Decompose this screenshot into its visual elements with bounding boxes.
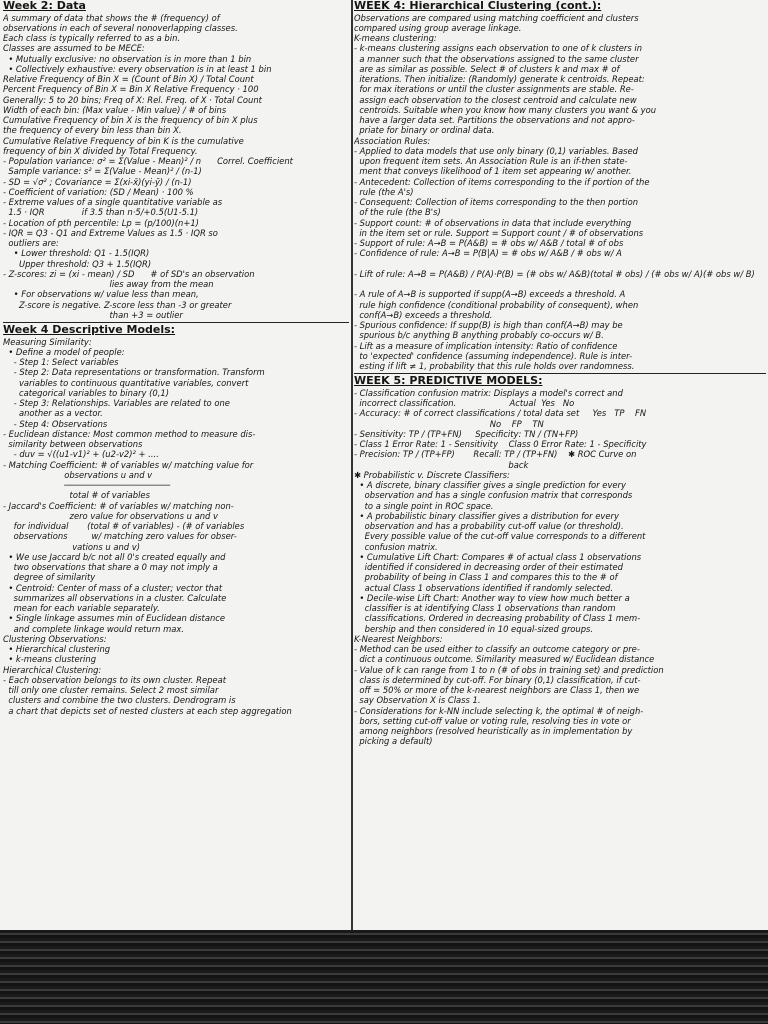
note-line: of the rule (the B's) <box>354 207 441 218</box>
note-line: - Considerations for k-NN include selecting k, the optimal # of neigh- <box>354 705 644 716</box>
note-line: among neighbors (resolved heuristically as in implementation by <box>354 726 633 736</box>
note-line: probability of being in Class 1 and compares this to the # of <box>354 572 618 583</box>
note-line: frequency of bin X divided by Total Frequency. <box>3 145 198 156</box>
note-line: identified if considered in decreasing order of their estimated <box>354 562 623 572</box>
week5-heading: WEEK 5: PREDICTIVE MODELS: <box>354 374 543 388</box>
note-line: outliers are: <box>3 238 59 248</box>
note-line: - Each observation belongs to its own cluster. Repeat <box>3 674 226 685</box>
column-divider <box>351 0 353 930</box>
note-line: • A probabilistic binary classifier gives a distribution for every <box>354 510 619 521</box>
note-line: esting if lift ≠ 1, probability that this rule holds over randomness. <box>354 361 635 371</box>
note-line: bors, setting cut-off value or voting rule, resolving ties in vote or <box>354 715 631 726</box>
note-line: centroids. Suitable when you know how many clusters you want & you <box>354 104 657 115</box>
note-line: Each class is typically referred to as a bin. <box>3 33 181 43</box>
note-line: • Decile-wise Lift Chart: Another way to view how much better a <box>354 592 630 603</box>
note-line: - Applied to data models that use only binary (0,1) variables. Based <box>354 145 638 156</box>
note-line: - Step 2: Data representations or transformation. Transform <box>3 367 265 378</box>
note-line: Measuring Similarity: <box>3 336 92 347</box>
note-line: Classes are assumed to be MECE: <box>3 43 145 54</box>
note-line: for individual (total # of variables) - (# of variables <box>3 521 245 531</box>
note-line: - Step 4: Observations <box>3 418 108 429</box>
note-line: dict a continuous outcome. Similarity measured w/ Euclidean distance <box>354 654 655 665</box>
note-line: to 'expected' confidence (assuming independence). Rule is inter- <box>354 350 633 361</box>
note-line: observation and has a single confusion matrix that corresponds <box>354 490 633 501</box>
note-line: • We use Jaccard b/c not all 0's created equally and <box>3 551 226 562</box>
note-line: Upper threshold: Q3 + 1.5(IQR) <box>3 258 152 269</box>
note-line: two observations that share a 0 may not imply a <box>3 562 218 572</box>
note-line: - Support of rule: A→B = P(A&B) = # obs w/ A&B / total # of obs <box>354 238 624 248</box>
note-line: • A discrete, binary classifier gives a single prediction for every <box>354 480 626 490</box>
note-line: classifications. Ordered in decreasing probability of Class 1 mem- <box>354 613 641 624</box>
note-line: similarity between observations <box>3 439 143 449</box>
note-line: Generally: 5 to 20 bins; Freq of X: Rel. Freq. of X · Total Count <box>3 94 262 105</box>
note-line: observation and has a probability cut-off value (or threshold). <box>354 521 624 531</box>
note-line: Every possible value of the cut-off value corresponds to a different <box>354 531 646 542</box>
note-line: Hierarchical Clustering: <box>3 664 102 675</box>
note-line: - Euclidean distance: Most common method to measure dis- <box>3 428 256 439</box>
week4-clustering-heading: WEEK 4: Hierarchical Clustering (cont.): <box>354 0 602 12</box>
note-line: - Precision: TP / (TP+FP) Recall: TP / (TP+FN) ✱ ROC Curve on <box>354 449 637 460</box>
note-line: iterations. Then initialize: (Randomly) generate k centroids. Repeat: <box>354 74 645 84</box>
week4-descriptive-body <box>3 337 349 716</box>
note-line: - Sensitivity: TP / (TP+FN) Specificity: TN / (TN+FP) <box>354 428 579 439</box>
note-line: in the item set or rule. Support = Support count / # of observations <box>354 227 644 238</box>
note-line: • For observations w/ value less than mean, <box>3 289 199 300</box>
note-line: - IQR = Q3 - Q1 and Extreme Values as 1.5 · IQR so <box>3 227 218 238</box>
note-line: rule high confidence (conditional probability of consequent), when <box>354 299 639 310</box>
note-line: mean for each variable separately. <box>3 603 160 613</box>
note-line: - Z-scores: zi = (xi - mean) / SD # of SD's an observation <box>3 268 255 279</box>
week2-body <box>3 13 349 321</box>
note-line: Percent Frequency of Bin X = Bin X Relative Frequency · 100 <box>3 84 259 95</box>
note-line: clusters and combine the two clusters. Dendrogram is <box>3 695 236 706</box>
note-line: total # of variables <box>3 490 150 501</box>
note-line: Observations are compared using matching coefficient and clusters <box>354 12 639 23</box>
note-line: the frequency of every bin less than bin X. <box>3 125 182 136</box>
week4-clustering-body <box>354 13 766 372</box>
note-line: - Consequent: Collection of items corresponding to the then portion <box>354 197 639 207</box>
note-line: - A rule of A→B is supported if supp(A→B) exceeds a threshold. A <box>354 289 626 300</box>
note-line: - SD = √σ² ; Covariance = Σ(xi-x̄)(yi-ȳ) / (n-1) <box>3 176 192 187</box>
week5-body <box>354 388 766 747</box>
note-line: Cumulative Frequency of bin X is the frequency of bin X plus <box>3 115 258 125</box>
note-line: categorical variables to binary (0,1) <box>3 387 169 398</box>
note-line: - Location of pth percentile: Lp = (p/100)(n+1) <box>3 217 199 228</box>
note-line: for max iterations or until the cluster assignments are stable. Re- <box>354 84 634 95</box>
note-line: - Lift of rule: A→B = P(A&B) / P(A)·P(B) = (# obs w/ A&B)(total # obs) / (# obs w/ A)(# obs w/ B) <box>354 268 755 279</box>
left-column <box>3 0 351 930</box>
note-line: classifier is at identifying Class 1 observations than random <box>354 603 616 613</box>
note-line: incorrect classification. Actual Yes No <box>354 398 575 408</box>
note-line: class is determined by cut-off. For binary (0,1) classification, if cut- <box>354 674 641 685</box>
note-line: observations u and v <box>3 469 153 480</box>
note-line <box>354 259 766 269</box>
note-line: assign each observation to the closest centroid and calculate new <box>354 94 637 105</box>
week4-descriptive-section <box>3 322 349 716</box>
note-line: • k-means clustering <box>3 654 97 665</box>
note-line: - Matching Coefficient: # of variables w/ matching value for <box>3 459 254 470</box>
note-line: 1.5 · IQR if 3.5 than n·5/+0.5(U1-5.1) <box>3 207 199 218</box>
note-line: Clustering Observations: <box>3 633 107 644</box>
week4-descriptive-heading: Week 4 Descriptive Models: <box>3 323 176 336</box>
note-line: K-Nearest Neighbors: <box>354 633 443 644</box>
note-line: - Extreme values of a single quantitative variable as <box>3 197 223 207</box>
note-line: say Observation X is Class 1. <box>354 695 481 706</box>
note-line: ───────────────────── <box>3 480 171 490</box>
note-line: - Value of k can range from 1 to n (# of obs in training set) and prediction <box>354 664 664 675</box>
note-line: • Mutually exclusive: no observation is in more than 1 bin <box>3 53 252 64</box>
note-line: • Hierarchical clustering <box>3 644 111 654</box>
note-line: - Spurious confidence: If supp(B) is high than conf(A→B) may be <box>354 320 623 330</box>
note-line: observations in each of several nonoverlapping classes. <box>3 22 238 33</box>
note-line: - Class 1 Error Rate: 1 - Sensitivity Class 0 Error Rate: 1 - Specificity <box>354 439 647 449</box>
note-line: picking a default) <box>354 736 433 747</box>
note-line: and complete linkage would return max. <box>3 623 185 634</box>
note-line: zero value for observations u and v <box>3 510 218 521</box>
note-line: Cumulative Relative Frequency of bin K is the cumulative <box>3 135 244 146</box>
note-line: priate for binary or ordinal data. <box>354 125 495 136</box>
note-line: another as a vector. <box>3 408 103 419</box>
week2-heading: Week 2: Data <box>3 0 86 12</box>
note-line: a manner such that the observations assigned to the same cluster <box>354 53 639 64</box>
note-line: confusion matrix. <box>354 541 438 552</box>
note-line: Z-score is negative. Z-score less than -3 or greater <box>3 299 232 310</box>
note-line: K-means clustering: <box>354 33 437 43</box>
note-line: - Antecedent: Collection of items corresponding to the if portion of the <box>354 176 650 187</box>
note-line: degree of similarity <box>3 572 96 583</box>
note-line: A summary of data that shows the # (frequency) of <box>3 12 220 23</box>
note-line: till only one cluster remains. Select 2 most similar <box>3 685 219 695</box>
note-line: ment that conveys likelihood of 1 item set appearing w/ another. <box>354 166 632 177</box>
note-line <box>354 279 766 289</box>
note-line: back <box>354 459 529 470</box>
note-line: conf(A→B) exceeds a threshold. <box>354 309 493 320</box>
note-line: are as similar as possible. Select # of clusters k and max # of <box>354 63 620 74</box>
note-line: than +3 = outlier <box>3 309 183 320</box>
note-line: No FP TN <box>354 418 544 429</box>
note-line: vations u and v) <box>3 541 140 552</box>
note-line: a chart that depicts set of nested clusters at each step aggregation <box>3 705 292 716</box>
note-line: • Collectively exhaustive: every observation is in at least 1 bin <box>3 63 272 74</box>
note-line: compared using group average linkage. <box>354 22 522 33</box>
note-line: - Method can be used either to classify an outcome category or pre- <box>354 644 640 654</box>
right-column <box>354 0 766 930</box>
note-line: - k-means clustering assigns each observation to one of k clusters in <box>354 43 643 54</box>
note-line: lies away from the mean <box>3 279 214 289</box>
note-line: Association Rules: <box>354 135 431 146</box>
note-line: summarizes all observations in a cluster. Calculate <box>3 592 227 603</box>
note-line: - Support count: # of observations in data that include everything <box>354 217 632 228</box>
note-line: rule (the A's) <box>354 186 414 197</box>
note-line: upon frequent item sets. An Association Rule is an if-then state- <box>354 156 628 166</box>
note-line: to a single point in ROC space. <box>354 500 494 511</box>
note-line: - duv = √((u1-v1)² + (u2-v2)² + .... <box>3 449 159 460</box>
note-line: - Coefficient of variation: (SD / Mean) · 100 % <box>3 186 194 197</box>
note-line: - Population variance: σ² = Σ(Value - Mean)² / n Correl. Coefficient <box>3 156 293 166</box>
note-line: - Jaccard's Coefficient: # of variables w/ matching non- <box>3 500 234 511</box>
note-line: variables to continuous quantitative variables, convert <box>3 377 249 388</box>
note-line: Sample variance: s² = Σ(Value - Mean)² / (n-1) <box>3 166 202 177</box>
note-line: actual Class 1 observations identified if randomly selected. <box>354 582 613 593</box>
note-line: Width of each bin: (Max value - Min value) / # of bins <box>3 104 227 115</box>
note-line: bership and then considered in 10 equal-sized groups. <box>354 623 594 634</box>
note-line: Relative Frequency of Bin X = (Count of Bin X) / Total Count <box>3 74 254 84</box>
week5-section <box>354 373 766 746</box>
note-line: - Accuracy: # of correct classifications / total data set Yes TP FN <box>354 408 647 419</box>
note-line: • Lower threshold: Q1 - 1.5(IQR) <box>3 248 150 259</box>
note-line: • Define a model of people: <box>3 346 125 357</box>
note-line: spurious b/c anything B anything probably co-occurs w/ B. <box>354 330 604 341</box>
note-line: - Classification confusion matrix: Displays a model's correct and <box>354 387 623 398</box>
note-line: • Single linkage assumes min of Euclidean distance <box>3 613 226 624</box>
note-line: - Confidence of rule: A→B = P(B|A) = # obs w/ A&B / # obs w/ A <box>354 248 622 259</box>
note-line: off = 50% or more of the k-nearest neighbors are Class 1, then we <box>354 685 640 695</box>
note-line: - Step 3: Relationships. Variables are related to one <box>3 398 230 408</box>
note-line: • Cumulative Lift Chart: Compares # of actual class 1 observations <box>354 551 642 562</box>
note-line: - Step 1: Select variables <box>3 357 119 367</box>
table-surface <box>0 930 768 1024</box>
note-line: ✱ Probabilistic v. Discrete Classifiers: <box>354 469 510 480</box>
note-line: • Centroid: Center of mass of a cluster; vector that <box>3 582 223 593</box>
note-line: - Lift as a measure of implication intensity: Ratio of confidence <box>354 340 618 351</box>
note-line: observations w/ matching zero values for obser- <box>3 531 237 542</box>
note-line: have a larger data set. Partitions the observations and not appro- <box>354 115 635 125</box>
